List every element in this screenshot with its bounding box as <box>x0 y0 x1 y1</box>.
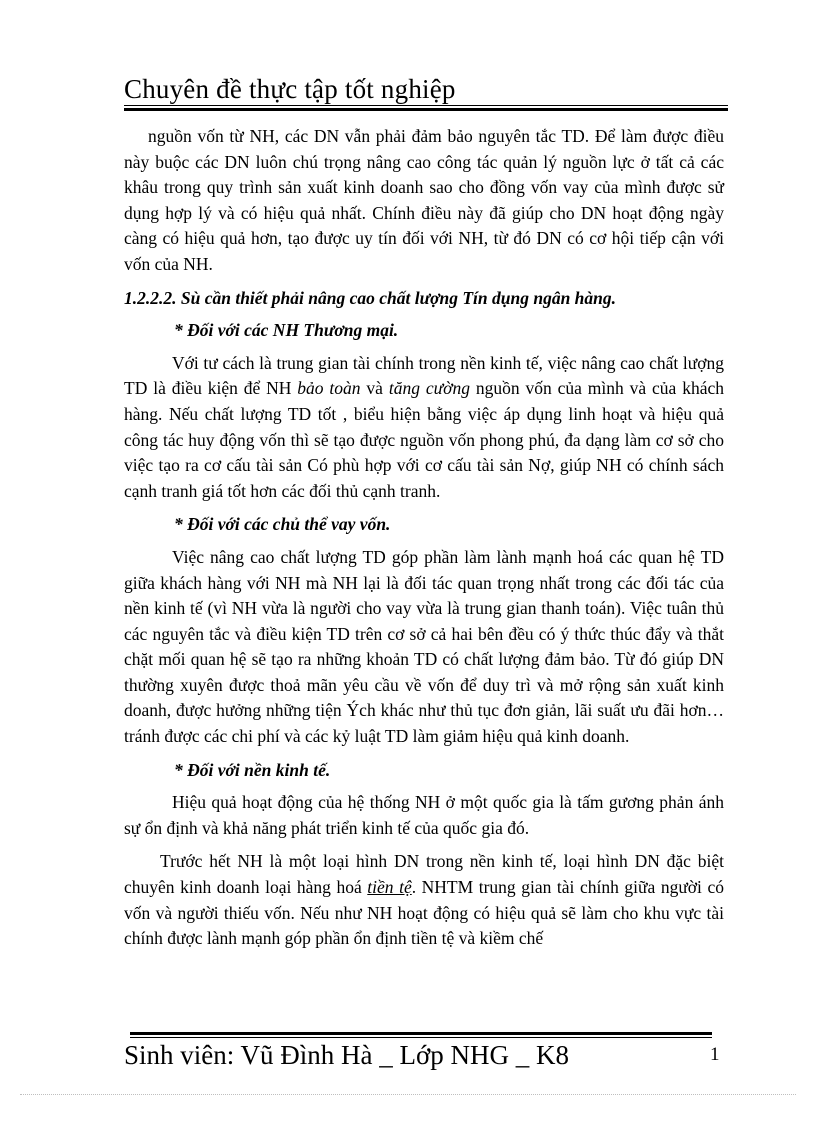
paragraph-2-italic-preserve: bảo toàn <box>297 378 361 399</box>
paragraph-5 <box>124 849 724 951</box>
paragraph-2-part-a: Với tư cách là trung gian tài chính trong nền kinh tế, việc nâng cao chất lượng TD là điều kiện để NH <box>124 352 724 399</box>
document-body <box>124 124 724 960</box>
page-boundary-dotted-line <box>20 1094 796 1095</box>
footer-rule-thin <box>130 1037 712 1038</box>
paragraph-5-part-c: . NHTM trung gian tài chính giữa người có vốn và người thiếu vốn. Nếu như NH hoạt động có hiệu quả sẽ làm cho khu vực tài chính được lành mạnh góp phần ổn định tiền tệ và kiềm chế <box>124 877 724 949</box>
paragraph-2-part-e: nguồn vốn của mình và của khách hàng. Nếu chất lượng TD tốt , biểu hiện bằng việc áp dụng linh hoạt và hiệu quả công tác huy động vốn thì sẽ tạo được nguồn vốn phong phú, đa dạng làm cơ sở cho việc tạo ra cơ cấu tài sản Có phù hợp với cơ cấu tài sản Nợ, giúp NH có chính sách cạnh tranh giá tốt hơn các đối thủ cạnh tranh. <box>124 378 724 501</box>
header-rule-thin <box>124 105 728 106</box>
subheading-commercial-banks: * Đối với các NH Thương mại. <box>174 320 399 341</box>
paragraph-2 <box>124 351 724 505</box>
header-rule-thick <box>124 108 728 111</box>
section-heading: 1.2.2.2. Sù cần thiết phải nâng cao chất lượng Tín dụng ngân hàng. <box>124 287 617 308</box>
page-number: 1 <box>710 1044 720 1065</box>
paragraph-2-italic-strengthen: tăng cường <box>388 378 470 399</box>
paragraph-5-italic-currency: tiền tệ <box>367 877 412 898</box>
paragraph-3: Việc nâng cao chất lượng TD góp phần làm lành mạnh hoá các quan hệ TD giữa khách hàng với NH mà NH lại là đối tác quan trọng nhất trong các đối tác của nền kinh tế (vì NH vừa là người cho vay vừa là trung gian thanh toán). Việc tuân thủ các nguyên tắc và điều kiện TD trên cơ sở cả hai bên đều có ý thức thúc đẩy và thắt chặt mối quan hệ sẽ tạo ra những khoản TD có chất lượng đảm bảo. Từ đó giúp DN thường xuyên được thoả mãn yêu cầu về vốn để duy trì và mở rộng sản xuất kinh doanh, được hưởng những tiện Ých khác như thủ tục đơn giản, lãi suất ưu đãi hơn… tránh được các chi phí và các kỷ luật TD làm giảm hiệu quả kinh doanh. <box>124 546 724 747</box>
paragraph-4: Hiệu quả hoạt động của hệ thống NH ở một quốc gia là tấm gương phản ánh sự ổn định và khả năng phát triển kinh tế của quốc gia đó. <box>124 792 724 838</box>
header-title: Chuyên đề thực tập tốt nghiệp <box>124 74 456 104</box>
footer-author: Sinh viên: Vũ Đình Hà _ Lớp NHG _ K8 <box>124 1040 570 1070</box>
subheading-economy: * Đối với nền kinh tế. <box>174 759 331 780</box>
subheading-borrowers: * Đối với các chủ thể vay vốn. <box>174 514 391 535</box>
paragraph-5-part-a: Trước hết NH là một loại hình DN trong nền kinh tế, loại hình DN đặc biệt chuyên kinh doanh loại hàng hoá <box>124 851 724 898</box>
paragraph-1: nguồn vốn từ NH, các DN vẫn phải đảm bảo nguyên tắc TD. Để làm được điều này buộc các DN luôn chú trọng nâng cao công tác quản lý nguồn lực ở tất cả các khâu trong quy trình sản xuất kinh doanh sao cho đồng vốn vay của mình được sử dụng hợp lý và có hiệu quả nhất. Chính điều này đã giúp cho DN hoạt động ngày càng có hiệu quả hơn, tạo được uy tín đối với NH, từ đó DN có cơ hội tiếp cận với vốn của NH. <box>124 126 724 274</box>
paragraph-2-part-c: và <box>360 378 389 399</box>
footer-rule-thick <box>130 1032 712 1035</box>
